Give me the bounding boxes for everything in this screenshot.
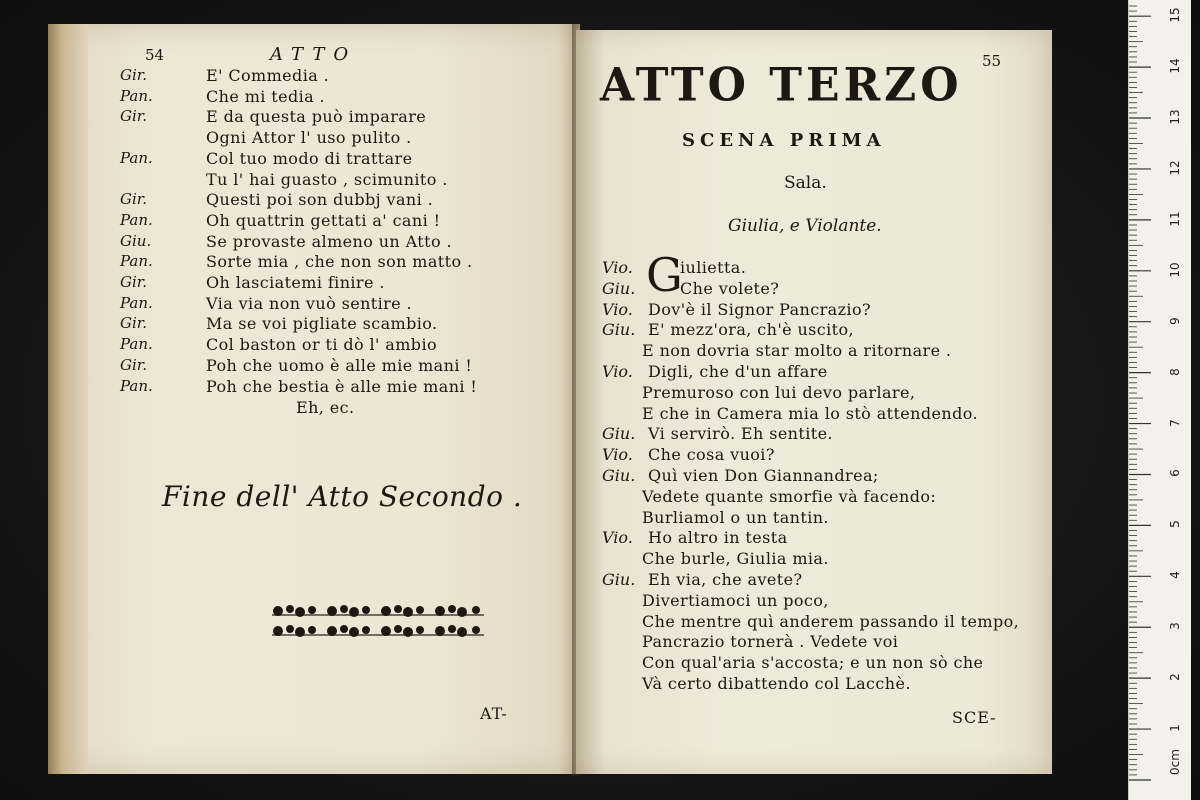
ruler-label: 6 — [1168, 469, 1182, 478]
verse-text: Sorte mia , che non son matto . — [206, 252, 473, 272]
speaker-label: Gir. — [120, 314, 148, 333]
verse-text: E' Commedia . — [206, 66, 330, 85]
verse-text: Che burle, Giulia mia. — [642, 549, 829, 569]
verse-text: Con qual'aria s'accosta; e un non sò che — [642, 653, 984, 673]
ruler-label: 8 — [1168, 367, 1182, 376]
speaker-label: Vio. — [602, 362, 633, 381]
scene-place: Sala. — [784, 173, 827, 193]
left-page-number: 54 — [145, 46, 165, 64]
ruler-label: 1 — [1168, 724, 1182, 732]
verse-text: Tu l' hai guasto , scimunito . — [206, 169, 448, 189]
verse-text: Se provaste almeno un Atto . — [206, 231, 452, 251]
scene-title: SCENA PRIMA — [682, 130, 886, 151]
verse-text: Eh via, che avete? — [648, 570, 803, 589]
verse-text: Oh quattrin gettati a' cani ! — [206, 210, 441, 230]
verse-text: Và certo dibattendo col Lacchè. — [642, 674, 911, 693]
ruler-label: 4 — [1168, 571, 1182, 580]
verse-text: Ogni Attor l' uso pulito . — [206, 128, 412, 148]
verse-text: Via via non vuò sentire . — [206, 293, 413, 313]
left-page — [48, 24, 580, 774]
act-title: ATTO TERZO — [600, 58, 963, 113]
speaker-label: Vio. — [602, 445, 633, 465]
ruler-label: 2 — [1168, 673, 1182, 681]
drop-cap: G — [646, 248, 683, 302]
verse-text: Ma se voi pigliate scambio. — [206, 314, 438, 334]
verse-text: Poh che uomo è alle mie mani ! — [206, 355, 473, 375]
speaker-label: Giu. — [602, 570, 636, 589]
speaker-label: Giu. — [602, 278, 636, 298]
ruler-label: 15 — [1168, 7, 1182, 23]
verse-text: Quì vien Don Giannandrea; — [648, 466, 879, 485]
verse-text: Burliamol o un tantin. — [642, 507, 829, 527]
ruler-label: 14 — [1168, 58, 1182, 74]
end-of-act-heading: Fine dell' Atto Secondo . — [162, 480, 523, 513]
right-page — [576, 30, 1052, 774]
verse-text: Col tuo modo di trattare — [206, 148, 413, 168]
speaker-label: Gir. — [120, 107, 148, 126]
verse-text: E non dovria star molto a ritornare . — [642, 341, 952, 361]
ruler-label: 0cm — [1168, 749, 1182, 775]
speaker-label: Pan. — [120, 335, 153, 354]
verse-text: E da questa può imparare — [206, 107, 427, 127]
speaker-label: Vio. — [602, 258, 633, 277]
speaker-label: Gir. — [120, 273, 148, 291]
verse-text: Vedete quante smorfie và facendo: — [642, 486, 937, 506]
verse-text: Che mi tedia . — [206, 86, 326, 106]
ruler-label: 9 — [1168, 316, 1182, 325]
running-head: ATTO — [270, 44, 358, 65]
measurement-ruler — [1128, 0, 1191, 800]
verse-text: Oh lasciatemi finire . — [206, 273, 385, 292]
speaker-label: Vio. — [602, 528, 633, 548]
speaker-label: Vio. — [602, 299, 633, 319]
speaker-label: Pan. — [120, 86, 153, 105]
right-page-number: 55 — [982, 52, 1002, 70]
verse-text: Vi servirò. Eh sentite. — [648, 424, 833, 444]
speaker-label: Giu. — [602, 424, 636, 444]
ruler-label: 7 — [1168, 418, 1182, 427]
speaker-label: Pan. — [120, 210, 153, 229]
right-catchword: SCE- — [952, 708, 997, 727]
verse-text: Divertiamoci un poco, — [642, 590, 829, 610]
speaker-label: Gir. — [120, 66, 148, 84]
speaker-label: Gir. — [120, 190, 148, 209]
speaker-label: Giu. — [120, 231, 152, 250]
verse-text: E' mezz'ora, ch'è uscito, — [648, 320, 855, 340]
verse-text: Che cosa vuoi? — [648, 445, 775, 465]
ruler-label: 5 — [1168, 520, 1182, 529]
speaker-label: Giu. — [602, 320, 636, 340]
speaker-label: Giu. — [602, 466, 636, 485]
verse-text: Pancrazio tornerà . Vedete voi — [642, 632, 899, 652]
verse-text: Che volete? — [680, 278, 780, 298]
speaker-label: Pan. — [120, 148, 153, 167]
speaker-label: Pan. — [120, 293, 153, 312]
speaker-label: Pan. — [120, 376, 153, 395]
left-catchword: AT- — [480, 704, 508, 723]
speaker-label: Pan. — [120, 252, 153, 271]
verse-text: Digli, che d'un affare — [648, 362, 828, 381]
ending-line: Eh, ec. — [296, 398, 355, 417]
verse-text: Che mentre quì anderem passando il tempo, — [642, 611, 1020, 631]
printer-ornament-icon — [270, 602, 488, 642]
verse-text: Poh che bestia è alle mie mani ! — [206, 376, 478, 396]
verse-text: iulietta. — [680, 258, 747, 277]
verse-text: Premuroso con lui devo parlare, — [642, 382, 916, 402]
ruler-label: 11 — [1168, 211, 1182, 227]
verse-text: Questi poi son dubbj vani . — [206, 190, 434, 210]
ruler-label: 12 — [1168, 160, 1182, 176]
ruler-label: 13 — [1168, 109, 1182, 125]
scene-characters: Giulia, e Violante. — [728, 216, 882, 236]
speaker-label: Gir. — [120, 355, 148, 374]
verse-text: Col baston or ti dò l' ambio — [206, 335, 437, 355]
verse-text: Ho altro in testa — [648, 528, 788, 548]
verse-text: E che in Camera mia lo stò attendendo. — [642, 403, 978, 423]
ruler-label: 3 — [1168, 622, 1182, 631]
verse-text: Dov'è il Signor Pancrazio? — [648, 299, 871, 319]
ruler-label: 10 — [1168, 262, 1182, 278]
